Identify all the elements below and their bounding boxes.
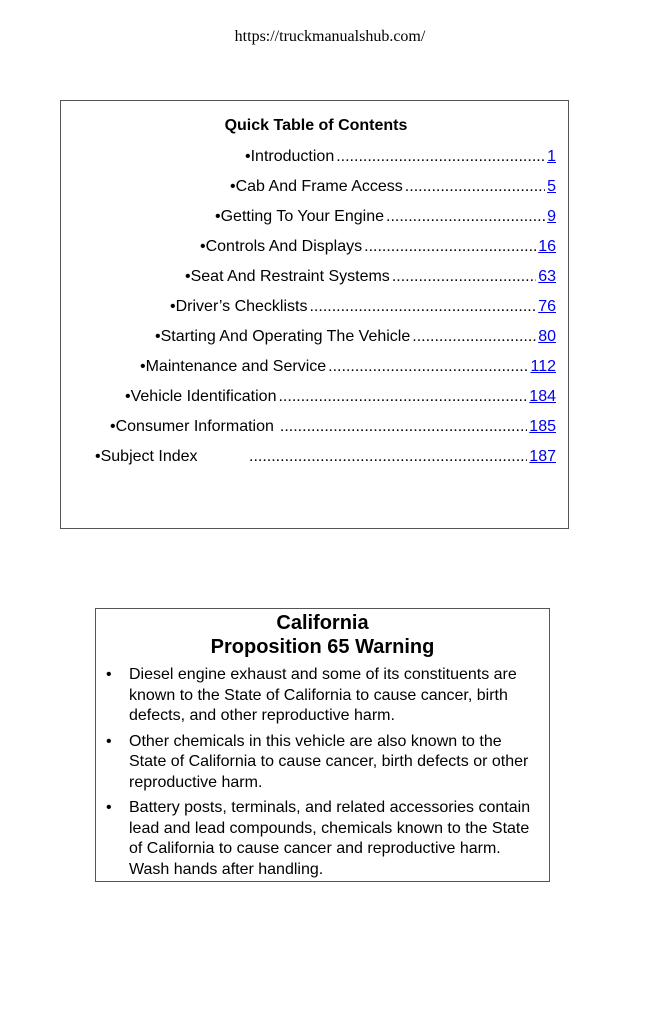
warning-title-line2: Proposition 65 Warning bbox=[210, 636, 435, 658]
toc-page-link[interactable]: 112 bbox=[530, 358, 556, 375]
toc-page-link[interactable]: 16 bbox=[538, 238, 556, 255]
toc-entry-consumer-information bbox=[110, 418, 556, 438]
toc-page-link[interactable]: 184 bbox=[529, 388, 556, 405]
toc-entry-label: •Controls And Displays bbox=[200, 238, 363, 255]
toc-entry-drivers-checklists bbox=[170, 298, 556, 318]
toc-entry-label: •Introduction bbox=[245, 148, 335, 165]
warning-title bbox=[96, 611, 549, 659]
toc-leader-dots bbox=[412, 328, 536, 346]
warning-item-text: Other chemicals in this vehicle are also known to the State of California to cause cancer, birth defects or other reproductive harm. bbox=[129, 732, 529, 791]
toc-entry-introduction bbox=[245, 148, 556, 168]
toc-page-link[interactable]: 63 bbox=[538, 268, 556, 285]
toc-entry-vehicle-identification bbox=[125, 388, 556, 408]
bullet-icon: • bbox=[106, 666, 112, 683]
warning-item bbox=[96, 665, 549, 727]
toc-entry-label: •Consumer Information bbox=[110, 418, 274, 435]
toc-entry-label: •Subject Index bbox=[95, 448, 198, 465]
prop65-warning-box bbox=[95, 608, 550, 882]
bullet-icon: • bbox=[106, 799, 112, 816]
toc-entry-label: •Vehicle Identification bbox=[125, 388, 277, 405]
toc-entry-maintenance-and-service bbox=[140, 358, 556, 378]
toc-leader-dots bbox=[278, 388, 527, 406]
toc-entry-label: •Cab And Frame Access bbox=[230, 178, 403, 195]
toc-leader-dots bbox=[392, 268, 536, 286]
quick-table-of-contents bbox=[60, 100, 569, 529]
toc-entry-label: •Getting To Your Engine bbox=[215, 208, 384, 225]
toc-leader-dots bbox=[309, 298, 536, 316]
toc-leader-dots bbox=[364, 238, 536, 256]
bullet-icon: • bbox=[106, 732, 112, 750]
toc-page-link[interactable]: 9 bbox=[547, 208, 556, 225]
warning-item-text: Battery posts, terminals, and related accessories contain lead and lead compounds, chemicals known to the State of California to cause cancer and reproductive harm. Wash hands after handling. bbox=[129, 799, 531, 878]
toc-leader-dots bbox=[405, 178, 545, 196]
warning-item bbox=[96, 732, 549, 794]
warning-list bbox=[96, 665, 549, 880]
toc-entry-getting-to-your-engine bbox=[215, 208, 556, 228]
toc-entry-label: •Driver’s Checklists bbox=[170, 298, 308, 315]
toc-leader-dots bbox=[328, 358, 528, 376]
toc-entry-label: •Starting And Operating The Vehicle bbox=[155, 328, 411, 345]
toc-page-link[interactable]: 80 bbox=[538, 328, 556, 345]
toc-leader-dots bbox=[386, 208, 545, 226]
toc-page-link[interactable]: 187 bbox=[529, 448, 556, 465]
toc-page-link[interactable]: 76 bbox=[538, 298, 556, 315]
toc-entry-controls-and-displays bbox=[200, 238, 556, 258]
toc-title: Quick Table of Contents bbox=[224, 117, 408, 134]
toc-entry-subject-index bbox=[95, 448, 556, 468]
warning-item-text: Diesel engine exhaust and some of its constituents are known to the State of California to cause cancer, birth defects, and other reproductive harm. bbox=[129, 666, 517, 724]
toc-entry-seat-and-restraint-systems bbox=[185, 268, 556, 288]
toc-page-link[interactable]: 1 bbox=[547, 148, 556, 165]
toc-leader-dots bbox=[280, 418, 527, 436]
toc-page-link[interactable]: 5 bbox=[547, 178, 556, 195]
toc-page-link[interactable]: 185 bbox=[529, 418, 556, 435]
warning-item bbox=[96, 798, 549, 880]
toc-entry-label: •Maintenance and Service bbox=[140, 358, 327, 375]
toc-leader-dots bbox=[249, 448, 527, 466]
toc-entry-label: •Seat And Restraint Systems bbox=[185, 268, 390, 285]
toc-entry-starting-and-operating bbox=[155, 328, 556, 348]
warning-title-line1: California bbox=[276, 612, 369, 634]
site-url: https://truckmanualshub.com/ bbox=[234, 28, 426, 45]
toc-entry-cab-and-frame-access bbox=[230, 178, 556, 198]
toc-leader-dots bbox=[336, 148, 545, 166]
